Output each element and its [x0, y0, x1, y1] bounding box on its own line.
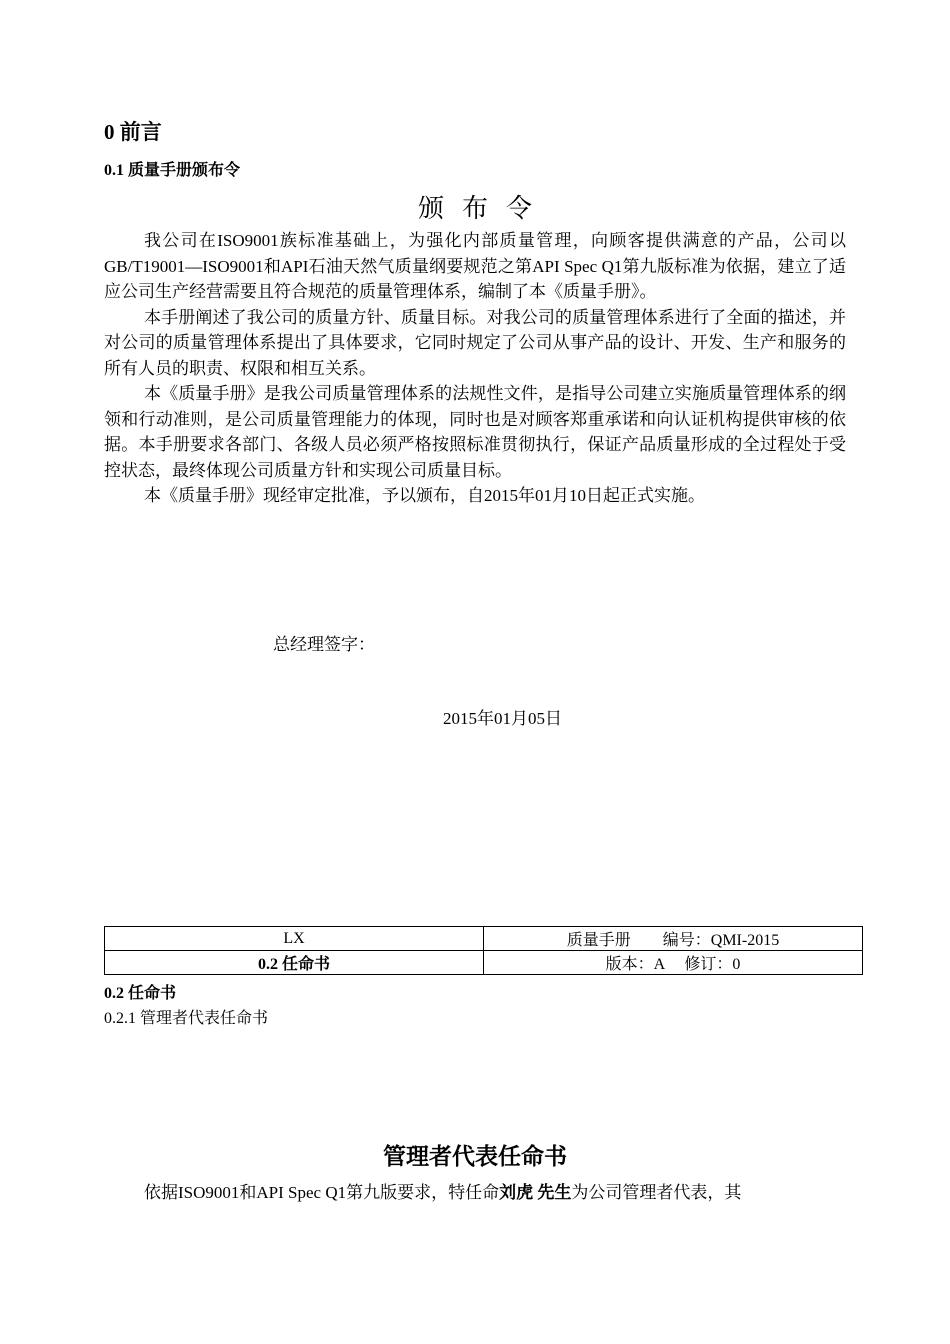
header-doc-info: 质量手册 编号：QMI-2015	[484, 927, 863, 951]
header-version-info: 版本：A 修订：0	[484, 951, 863, 975]
section-0-2-heading: 0.2 任命书	[104, 985, 177, 1002]
header-row	[105, 927, 863, 951]
decree-date: 2015年01月05日	[443, 709, 562, 728]
decree-paragraph: 本手册阐述了我公司的质量方针、质量目标。对我公司的质量管理体系进行了全面的描述，并对公司的质量管理体系提出了具体要求，它同时规定了公司从事产品的设计、开发、生产和服务的所有人员的职责、权限和相互关系。	[104, 307, 846, 378]
decree-body	[104, 228, 846, 509]
document-header-table	[104, 926, 863, 975]
section-0-1-heading: 0.1 质量手册颁布令	[104, 162, 241, 179]
header-section: 0.2 任命书	[105, 951, 484, 975]
section-0-2-1-heading: 0.2.1 管理者代表任命书	[104, 1010, 269, 1027]
appointment-text-before: 依据ISO9001和API Spec Q1第九版要求，特任命	[144, 1183, 500, 1202]
appointment-paragraph	[104, 1178, 846, 1203]
header-company: LX	[105, 927, 484, 951]
signature-label: 总经理签字：	[273, 635, 375, 654]
decree-title: 颁布令	[417, 194, 550, 223]
appointment-title: 管理者代表任命书	[383, 1144, 567, 1169]
appointee-name: 刘虎 先生	[499, 1183, 572, 1202]
appointment-text-after: 为公司管理者代表，其	[571, 1183, 742, 1202]
decree-paragraph: 本《质量手册》是我公司质量管理体系的法规性文件，是指导公司建立实施质量管理体系的纲领和行动准则，是公司质量管理能力的体现，同时也是对顾客郑重承诺和向认证机构提供审核的依据。本手册要求各部门、各级人员必须严格按照标准贯彻执行，保证产品质量形成的全过程处于受控状态，最终体现公司质量方针和实现公司质量目标。	[104, 384, 846, 480]
decree-paragraph: 本《质量手册》现经审定批准，予以颁布，自2015年01月10日起正式实施。	[144, 486, 705, 505]
header-row	[105, 951, 863, 975]
appointment-body	[104, 1178, 846, 1203]
decree-paragraph: 我公司在ISO9001族标准基础上，为强化内部质量管理，向顾客提供满意的产品，公司以GB/T19001—ISO9001和API石油天然气质量纲要规范之第API Spec Q1第九版标准为依据，建立了适应公司生产经营需要且符合规范的质量管理体系，编制了本《质量手册》。	[104, 231, 846, 301]
section-0-heading: 0 前言	[104, 120, 162, 144]
